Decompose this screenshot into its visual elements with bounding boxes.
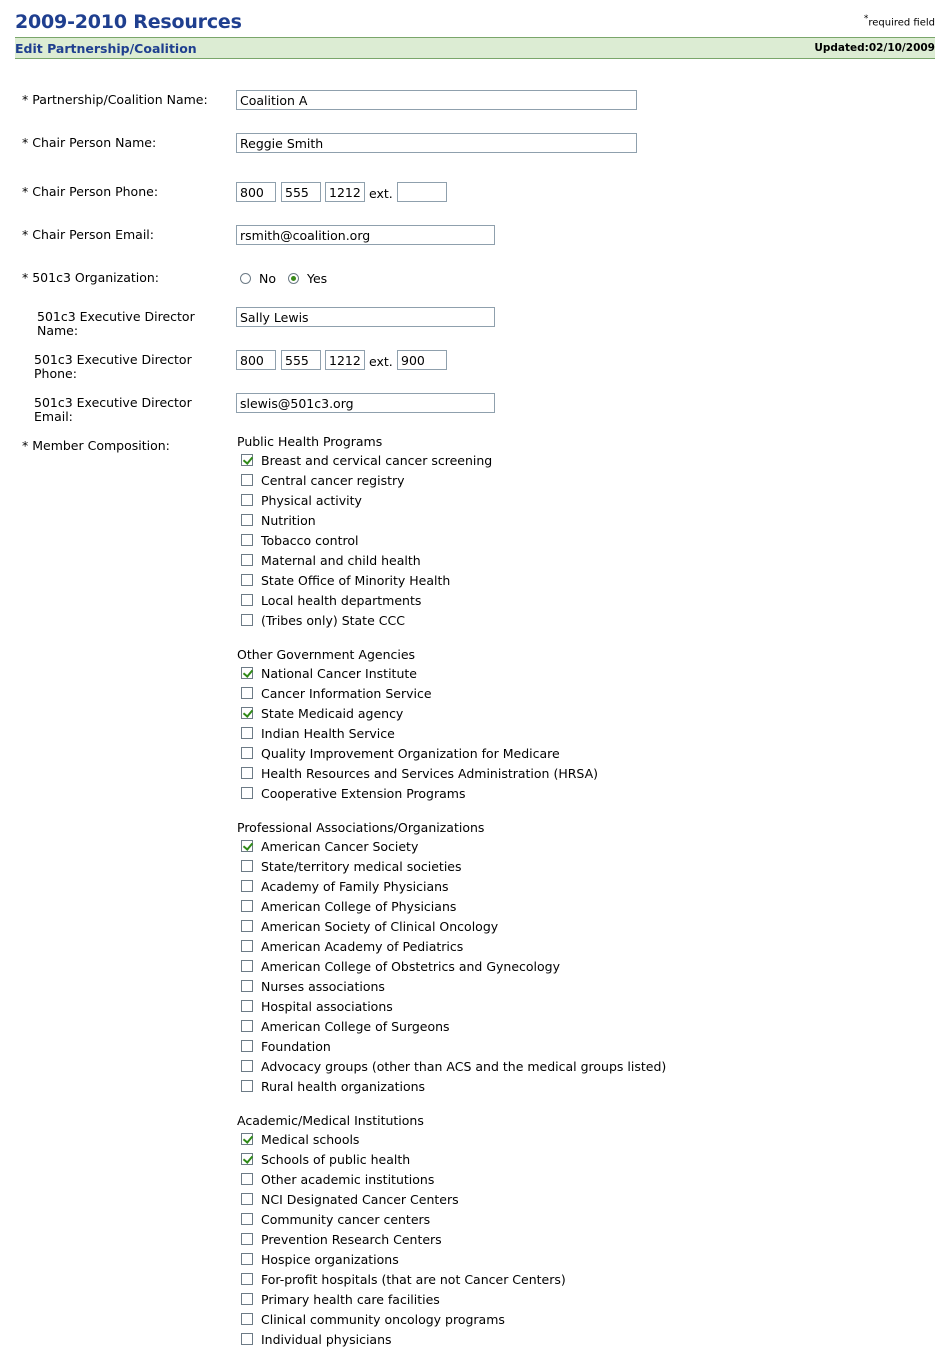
- checkbox[interactable]: [241, 534, 253, 546]
- checkbox-label: Nurses associations: [261, 978, 385, 994]
- checkbox-label: American Cancer Society: [261, 838, 419, 854]
- checkbox[interactable]: [241, 554, 253, 566]
- exec-phone-ext-label: ext.: [369, 354, 393, 369]
- checkbox-row[interactable]: [241, 1129, 359, 1149]
- chair-person-email-input[interactable]: [236, 225, 495, 245]
- checkbox[interactable]: [241, 1060, 253, 1072]
- org-501c3-no-radio[interactable]: [240, 273, 251, 284]
- exec-director-phone-label: 501c3 Executive Director Phone:: [34, 352, 192, 381]
- checkbox[interactable]: [241, 900, 253, 912]
- org-501c3-label: * 501c3 Organization:: [22, 270, 160, 285]
- checkbox[interactable]: [241, 1193, 253, 1205]
- org-501c3-yes-label: Yes: [307, 271, 328, 286]
- updated-date: Updated:02/10/2009: [814, 42, 935, 54]
- checkbox[interactable]: [241, 474, 253, 486]
- section-header-bar: [15, 37, 935, 59]
- section-title: Edit Partnership/Coalition: [15, 41, 197, 56]
- checkbox-label: Breast and cervical cancer screening: [261, 452, 493, 468]
- checkbox-label: For-profit hospitals (that are not Cancer Centers): [261, 1271, 566, 1287]
- checkbox-row[interactable]: [241, 763, 598, 783]
- checkbox-label: National Cancer Institute: [261, 665, 417, 681]
- checkbox-label: Schools of public health: [261, 1151, 411, 1167]
- checkbox-row[interactable]: [241, 1056, 666, 1076]
- checkbox-label: Central cancer registry: [261, 472, 405, 488]
- checkbox-row[interactable]: [241, 1329, 392, 1349]
- checkbox-label: Medical schools: [261, 1131, 360, 1147]
- required-field-note: [864, 14, 935, 28]
- checkbox[interactable]: [241, 614, 253, 626]
- checkbox-row[interactable]: [241, 1189, 459, 1209]
- group-title-academic-medical-institutions: Academic/Medical Institutions: [237, 1113, 424, 1128]
- partnership-name-label: * Partnership/Coalition Name:: [22, 92, 208, 107]
- checkbox-row[interactable]: [241, 1249, 399, 1269]
- org-501c3-radio-group: [240, 271, 339, 286]
- checkbox[interactable]: [241, 920, 253, 932]
- checkbox[interactable]: [241, 727, 253, 739]
- checkbox-label: Community cancer centers: [261, 1211, 431, 1227]
- checkbox-label: State Medicaid agency: [261, 705, 404, 721]
- chair-person-email-label: * Chair Person Email:: [22, 227, 154, 242]
- exec-phone-ext-input[interactable]: [397, 350, 447, 370]
- checkbox-row[interactable]: [241, 703, 403, 723]
- required-mark: *: [863, 14, 869, 24]
- checkbox-row[interactable]: [241, 1036, 331, 1056]
- checkbox-row[interactable]: [241, 490, 362, 510]
- checkbox[interactable]: [241, 1153, 253, 1165]
- checkbox[interactable]: [241, 747, 253, 759]
- checkbox-label: Prevention Research Centers: [261, 1231, 442, 1247]
- checkbox[interactable]: [241, 707, 253, 719]
- checkbox-label: American Society of Clinical Oncology: [261, 918, 499, 934]
- exec-director-email-label: 501c3 Executive Director Email:: [34, 395, 192, 424]
- partnership-name-input[interactable]: [236, 90, 637, 110]
- checkbox-row[interactable]: [241, 743, 560, 763]
- exec-phone-line-input[interactable]: [325, 350, 365, 370]
- checkbox-row[interactable]: [241, 590, 421, 610]
- checkbox-label: Indian Health Service: [261, 725, 395, 741]
- checkbox[interactable]: [241, 574, 253, 586]
- chair-person-name-label: * Chair Person Name:: [22, 135, 157, 150]
- checkbox[interactable]: [241, 1133, 253, 1145]
- checkbox-label: Academy of Family Physicians: [261, 878, 449, 894]
- checkbox[interactable]: [241, 980, 253, 992]
- exec-phone-prefix-input[interactable]: [281, 350, 321, 370]
- checkbox-label: Cooperative Extension Programs: [261, 785, 466, 801]
- checkbox-label: Other academic institutions: [261, 1171, 435, 1187]
- checkbox[interactable]: [241, 454, 253, 466]
- checkbox-label: American College of Physicians: [261, 898, 457, 914]
- checkbox-row[interactable]: [241, 896, 456, 916]
- checkbox[interactable]: [241, 1313, 253, 1325]
- checkbox-label: Cancer Information Service: [261, 685, 432, 701]
- checkbox[interactable]: [241, 1020, 253, 1032]
- checkbox-row[interactable]: [241, 610, 405, 630]
- checkbox-label: (Tribes only) State CCC: [261, 612, 405, 628]
- checkbox[interactable]: [241, 1273, 253, 1285]
- checkbox-label: NCI Designated Cancer Centers: [261, 1191, 459, 1207]
- checkbox-row[interactable]: [241, 663, 417, 683]
- checkbox-row[interactable]: [241, 510, 316, 530]
- checkbox-label: Foundation: [261, 1038, 331, 1054]
- chair-phone-line-input[interactable]: [325, 182, 365, 202]
- checkbox[interactable]: [241, 494, 253, 506]
- exec-director-name-input[interactable]: [236, 307, 495, 327]
- checkbox[interactable]: [241, 667, 253, 679]
- checkbox-label: Tobacco control: [261, 532, 359, 548]
- checkbox-row[interactable]: [241, 956, 560, 976]
- checkbox-row[interactable]: [241, 530, 358, 550]
- checkbox-row[interactable]: [241, 570, 450, 590]
- required-text: required field: [868, 17, 935, 29]
- checkbox[interactable]: [241, 787, 253, 799]
- chair-person-phone-label: * Chair Person Phone:: [22, 184, 159, 199]
- exec-director-name-label: 501c3 Executive Director Name:: [37, 309, 195, 338]
- checkbox-label: Quality Improvement Organization for Medicare: [261, 745, 560, 761]
- checkbox[interactable]: [241, 514, 253, 526]
- checkbox-row[interactable]: [241, 723, 395, 743]
- group-title-other-government-agencies: Other Government Agencies: [237, 647, 416, 662]
- exec-director-email-input[interactable]: [236, 393, 495, 413]
- org-501c3-no-label: No: [259, 271, 276, 286]
- checkbox-label: Physical activity: [261, 492, 362, 508]
- member-composition-label: * Member Composition:: [22, 438, 170, 453]
- checkbox-label: Local health departments: [261, 592, 422, 608]
- checkbox[interactable]: [241, 1253, 253, 1265]
- checkbox-label: Individual physicians: [261, 1331, 392, 1347]
- checkbox[interactable]: [241, 1213, 253, 1225]
- chair-phone-area-input[interactable]: [236, 182, 276, 202]
- chair-phone-ext-input[interactable]: [397, 182, 447, 202]
- checkbox-row[interactable]: [241, 1149, 410, 1169]
- checkbox[interactable]: [241, 1040, 253, 1052]
- chair-phone-prefix-input[interactable]: [281, 182, 321, 202]
- checkbox-row[interactable]: [241, 876, 449, 896]
- group-title-public-health-programs: Public Health Programs: [237, 434, 383, 449]
- checkbox-row[interactable]: [241, 550, 421, 570]
- checkbox-label: American College of Surgeons: [261, 1018, 450, 1034]
- checkbox-row[interactable]: [241, 450, 492, 470]
- checkbox-row[interactable]: [241, 1229, 442, 1249]
- checkbox[interactable]: [241, 1293, 253, 1305]
- checkbox[interactable]: [241, 1233, 253, 1245]
- checkbox-row[interactable]: [241, 783, 465, 803]
- checkbox[interactable]: [241, 767, 253, 779]
- checkbox[interactable]: [241, 880, 253, 892]
- checkbox[interactable]: [241, 687, 253, 699]
- chair-phone-ext-label: ext.: [369, 186, 393, 201]
- checkbox-row[interactable]: [241, 1016, 450, 1036]
- checkbox-row[interactable]: [241, 1209, 430, 1229]
- checkbox-row[interactable]: [241, 470, 405, 490]
- checkbox-row[interactable]: [241, 996, 393, 1016]
- checkbox-row[interactable]: [241, 916, 498, 936]
- checkbox-row[interactable]: [241, 1309, 505, 1329]
- checkbox-label: State/territory medical societies: [261, 858, 462, 874]
- group-title-professional-associations-organizations: Professional Associations/Organizations: [237, 820, 485, 835]
- checkbox-row[interactable]: [241, 936, 463, 956]
- checkbox-row[interactable]: [241, 1289, 440, 1309]
- checkbox[interactable]: [241, 1333, 253, 1345]
- checkbox[interactable]: [241, 860, 253, 872]
- checkbox-label: Primary health care facilities: [261, 1291, 440, 1307]
- checkbox[interactable]: [241, 940, 253, 952]
- checkbox-label: Advocacy groups (other than ACS and the medical groups listed): [261, 1058, 667, 1074]
- checkbox[interactable]: [241, 960, 253, 972]
- chair-person-name-input[interactable]: [236, 133, 637, 153]
- exec-phone-area-input[interactable]: [236, 350, 276, 370]
- checkbox-row[interactable]: [241, 976, 385, 996]
- checkbox-label: American Academy of Pediatrics: [261, 938, 464, 954]
- checkbox-row[interactable]: [241, 683, 432, 703]
- checkbox-label: State Office of Minority Health: [261, 572, 451, 588]
- page-title: 2009-2010 Resources: [15, 11, 242, 33]
- checkbox-row[interactable]: [241, 836, 418, 856]
- checkbox[interactable]: [241, 1000, 253, 1012]
- checkbox[interactable]: [241, 1173, 253, 1185]
- checkbox-label: Hospital associations: [261, 998, 393, 1014]
- org-501c3-yes-radio[interactable]: [288, 273, 299, 284]
- checkbox-row[interactable]: [241, 1169, 434, 1189]
- checkbox-label: Maternal and child health: [261, 552, 421, 568]
- checkbox-label: Nutrition: [261, 512, 316, 528]
- checkbox[interactable]: [241, 1080, 253, 1092]
- checkbox-label: Health Resources and Services Administration (HRSA): [261, 765, 598, 781]
- checkbox[interactable]: [241, 840, 253, 852]
- checkbox-label: Clinical community oncology programs: [261, 1311, 505, 1327]
- checkbox-row[interactable]: [241, 856, 462, 876]
- checkbox[interactable]: [241, 594, 253, 606]
- checkbox-label: Rural health organizations: [261, 1078, 426, 1094]
- checkbox-label: Hospice organizations: [261, 1251, 399, 1267]
- checkbox-row[interactable]: [241, 1269, 566, 1289]
- checkbox-label: American College of Obstetrics and Gynecology: [261, 958, 560, 974]
- checkbox-row[interactable]: [241, 1076, 425, 1096]
